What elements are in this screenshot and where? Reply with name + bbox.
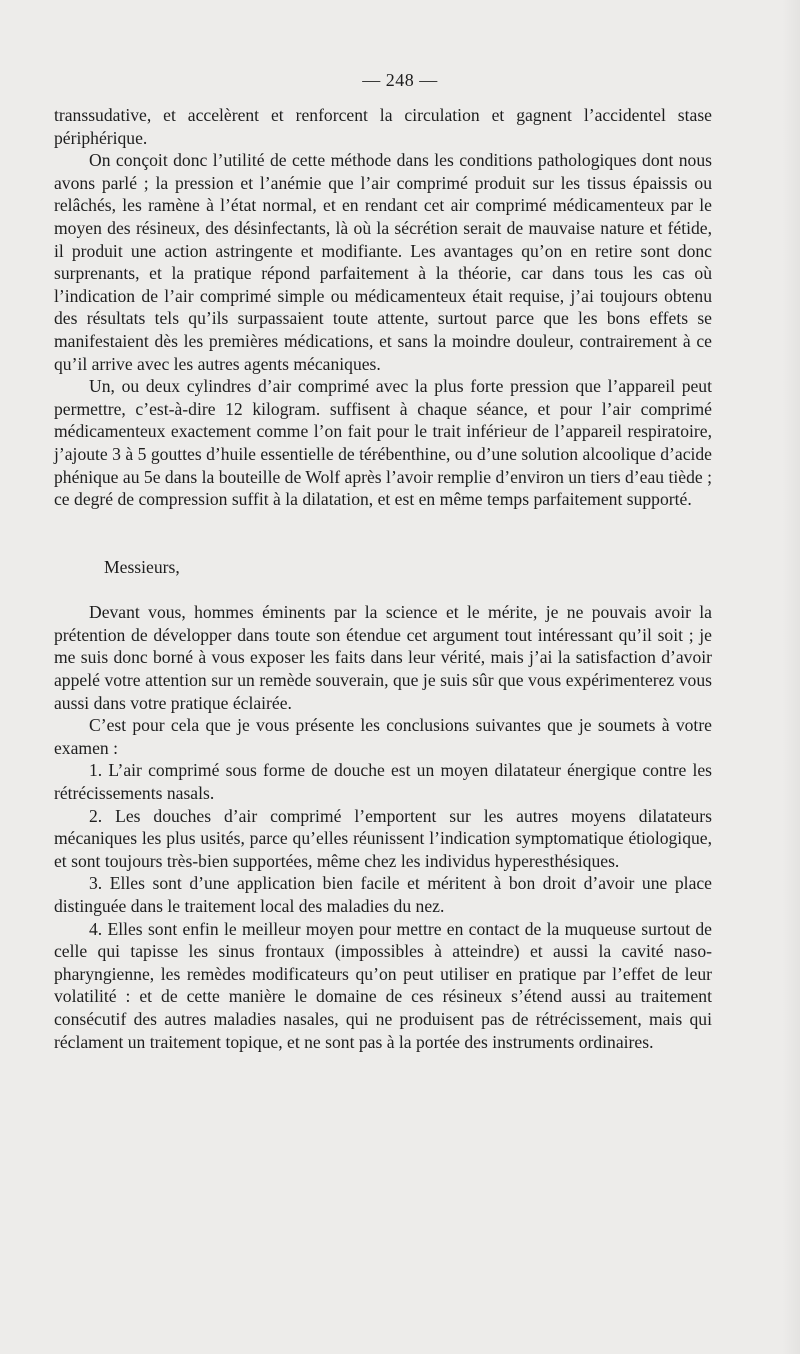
- paragraph-address: Devant vous, hommes éminents par la science et le mérite, je ne pouvais avoir la prétention de développer dans toute son étendue cet argument tout intéressant qu’il soit ; je me suis donc borné à vous exposer les faits dans leur vérité, mais j’ai la satisfaction d’avoir appelé votre attention sur un remède souverain, que je suis sûr que vous expérimenterez vous aussi dans votre pratique éclairée.: [54, 602, 712, 713]
- conclusion-item-3: 3. Elles sont d’une application bien facile et méritent à bon droit d’avoir une place distinguée dans le traitement local des maladies du nez.: [54, 873, 712, 916]
- paragraph-method-utility: On conçoit donc l’utilité de cette méthode dans les conditions pathologiques dont nous avons parlé ; la pression et l’anémie que l’air comprimé produit sur les tissus épaissis ou relâchés, les ramène à l’état normal, et en rendant cet air comprimé médicamenteux par le moyen des résineux, des désinfectants, là où la sécrétion serait de mauvaise nature et fétide, il produit une action astringente et modifiante. Les avantages qu’on en retire sont donc surprenants, et la pratique répond parfaitement à la théorie, car dans tous les cas où l’indication de l’air comprimé simple ou médicamenteux était requise, j’ai toujours obtenu des résultats tels qu’ils surpassaient toute attente, surtout parce que les bons effets se manifestaient dès les premières médications, et sans la moindre douleur, contrairement à ce qu’il arrive avec les autres agents mécaniques.: [54, 150, 712, 374]
- conclusion-item-2: 2. Les douches d’air comprimé l’emportent sur les autres moyens dilatateurs mécaniques les plus usités, parce qu’elles réunissent l’indication symptomatique étiologique, et sont toujours très-bien supportées, même chez les individus hyperesthésiques.: [54, 805, 712, 871]
- conclusion-item-4: 4. Elles sont enfin le meilleur moyen pour mettre en contact de la muqueuse surtout de celle qui tapisse les sinus frontaux (impossibles à atteindre) et aussi la cavité naso-pharyngienne, les remèdes modificateurs qu’on peut utiliser en pratique par l’effet de leur volatilité : et de cette manière le domaine de ces résineux s’étend aussi au traitement consécutif des autres maladies nasales, qui ne produisent pas de rétrécissement, mais qui réclament un traitement topique, et ne sont pas à la portée des instruments ordinaires.: [54, 918, 712, 1052]
- paragraph-cylinders: Un, ou deux cylindres d’air comprimé avec la plus forte pression que l’appareil peut permettre, c’est-à-dire 12 kilogram. suffisent à chaque séance, et pour l’air comprimé médicamenteux exactement comme l’on fait pour le trait inférieur de l’appareil respiratoire, j’ajoute 3 à 5 gouttes d’huile essentielle de térébenthine, ou d’une solution alcoolique d’acide phénique au 5e dans la bouteille de Wolf après l’avoir remplie d’environ un tiers d’eau tiède ; ce degré de compression suffit à la dilatation, et est en même temps parfaitement supporté.: [54, 376, 712, 510]
- page-number: — 248 —: [362, 70, 438, 90]
- salutation: Messieurs,: [104, 556, 180, 577]
- conclusion-item-1: 1. L’air comprimé sous forme de douche est un moyen dilatateur énergique contre les rétrécissements nasals.: [54, 760, 712, 804]
- paragraph-conclusions-intro: C’est pour cela que je vous présente les conclusions suivantes que je soumets à votre examen :: [54, 715, 712, 758]
- body-text: [54, 104, 712, 1053]
- page-edge-shadow: [782, 0, 800, 1354]
- paragraph-continuation: transsudative, et accelèrent et renforcent la circulation et gagnent l’accidentel stase périphérique.: [54, 105, 712, 148]
